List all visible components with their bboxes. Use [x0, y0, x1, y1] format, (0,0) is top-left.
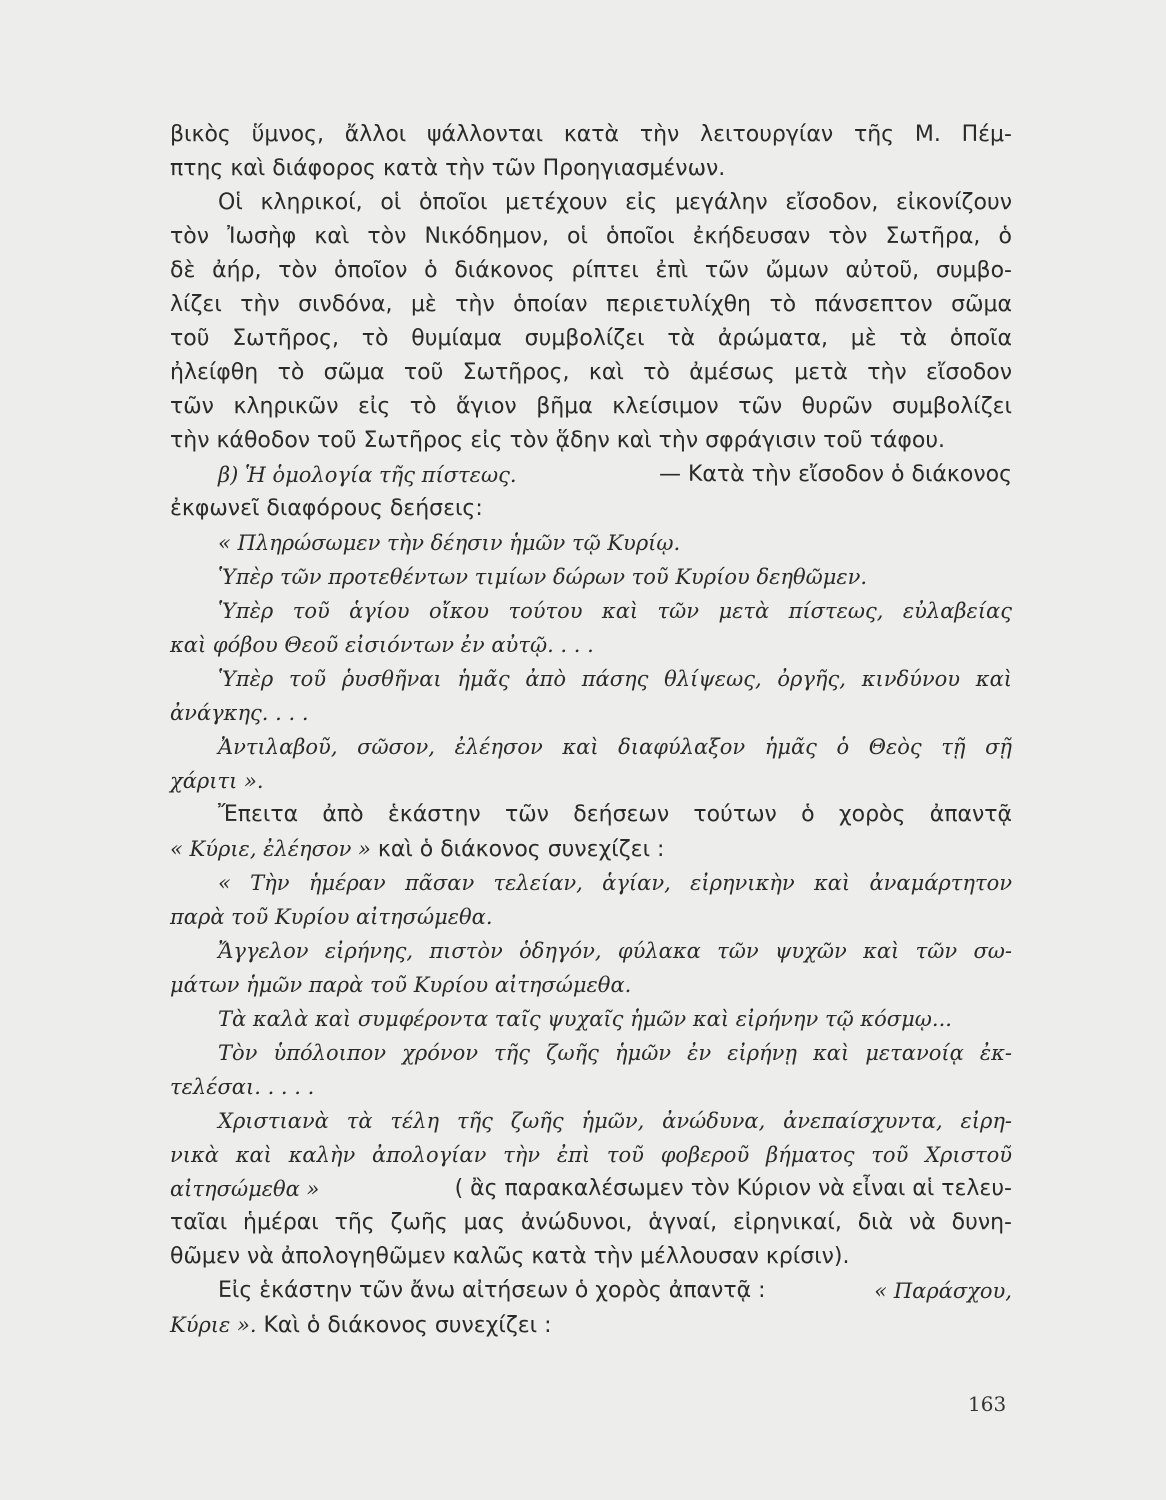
text-line: Κύριε ». Καὶ ὁ διάκονος συνεχίζει : — [170, 1313, 552, 1338]
text-line: θῶμεν νὰ ἀπολογηθῶμεν καλῶς κατὰ τὴν μέλλουσαν κρίσιν). — [170, 1244, 850, 1269]
litany-line: « Πληρώσωμεν τὴν δέησιν ἡμῶν τῷ Κυρίῳ. — [218, 531, 681, 555]
body-text — [170, 118, 1012, 1342]
text-line: τοῦ Σωτῆρος, τὸ θυμίαμα συμβολίζει τὰ ἀρώματα, μὲ τὰ ὁποῖα — [170, 326, 1012, 351]
text-line: ἠλείφθη τὸ σῶμα τοῦ Σωτῆρος, καὶ τὸ ἀμέσως μετὰ τὴν εἴσοδον — [170, 360, 1012, 385]
paragraph-start-line: Εἰς ἑκάστην τῶν ἄνω αἰτήσεων ὁ χορὸς ἀπαντᾷ : « Παράσχου, — [218, 1278, 1012, 1303]
litany-line: καὶ φόβου Θεοῦ εἰσιόντων ἐν αὐτῷ. . . . — [170, 633, 594, 657]
text-line: ἐκφωνεῖ διαφόρους δεήσεις: — [170, 496, 483, 521]
text-line: τὴν κάθοδον τοῦ Σωτῆρος εἰς τὸν ᾅδην καὶ τὴν σφράγισιν τοῦ τάφου. — [170, 428, 946, 453]
paragraph-start-line: Ἔπειτα ἀπὸ ἑκάστην τῶν δεήσεων τούτων ὁ χορὸς ἀπαντᾷ — [218, 802, 1012, 827]
page-number: 163 — [968, 1392, 1007, 1416]
litany-line: μάτων ἡμῶν παρὰ τοῦ Κυρίου αἰτησώμεθα. — [170, 973, 632, 997]
text-line: « Κύριε, ἐλέησον » καὶ ὁ διάκονος συνεχίζει : — [170, 837, 665, 862]
litany-line: Τὸν ὑπόλοιπον χρόνον τῆς ζωῆς ἡμῶν ἐν εἰρήνῃ καὶ μετανοίᾳ ἐκ- — [218, 1041, 1012, 1065]
text-line: ταῖαι ἡμέραι τῆς ζωῆς μας ἀνώδυνοι, ἁγναί, εἰρηνικαί, διὰ νὰ δυνη- — [170, 1210, 1012, 1235]
text-line: βικὸς ὕμνος, ἄλλοι ψάλλονται κατὰ τὴν λειτουργίαν τῆς Μ. Πέμ- — [170, 122, 1012, 147]
text-line: τὸν Ἰωσὴφ καὶ τὸν Νικόδημον, οἱ ὁποῖοι ἐκήδευσαν τὸν Σωτῆρα, ὁ — [170, 224, 1012, 249]
text-line: αἰτησώμεθα » ( ἂς παρακαλέσωμεν τὸν Κύριον νὰ εἶναι αἱ τελευ- — [170, 1176, 1012, 1201]
text-line: δὲ ἀήρ, τὸν ὁποῖον ὁ διάκονος ρίπτει ἐπὶ τῶν ὤμων αὐτοῦ, συμβο- — [170, 258, 1012, 283]
litany-line: Ὑπὲρ τοῦ ῥυσθῆναι ἡμᾶς ἀπὸ πάσης θλίψεως, ὀργῆς, κινδύνου καὶ — [218, 667, 1012, 691]
litany-line: Ἀντιλαβοῦ, σῶσον, ἐλέησον καὶ διαφύλαξον ἡμᾶς ὁ Θεὸς τῇ σῇ — [218, 735, 1012, 759]
litany-line: χάριτι ». — [170, 769, 264, 793]
litany-line: Ὑπὲρ τῶν προτεθέντων τιμίων δώρων τοῦ Κυρίου δεηθῶμεν. — [218, 565, 868, 589]
text-line: πτης καὶ διάφορος κατὰ τὴν τῶν Προηγιασμένων. — [170, 156, 726, 181]
litany-line: Ὑπὲρ τοῦ ἁγίου οἴκου τούτου καὶ τῶν μετὰ πίστεως, εὐλαβείας — [218, 599, 1012, 623]
section-heading: β) Ἡ ὁμολογία τῆς πίστεως. — [218, 463, 517, 487]
litany-line: « Τὴν ἡμέραν πᾶσαν τελείαν, ἁγίαν, εἰρηνικὴν καὶ ἀναμάρτητον — [218, 871, 1012, 895]
litany-line: ἀνάγκης. . . . — [170, 701, 309, 725]
litany-line: τελέσαι. . . . . — [170, 1075, 315, 1099]
text-line: λίζει τὴν σινδόνα, μὲ τὴν ὁποίαν περιετυλίχθη τὸ πάνσεπτον σῶμα — [170, 292, 1012, 317]
litany-line: Ἄγγελον εἰρήνης, πιστὸν ὁδηγόν, φύλακα τῶν ψυχῶν καὶ τῶν σω- — [218, 939, 1012, 963]
litany-line: νικὰ καὶ καλὴν ἀπολογίαν τὴν ἐπὶ τοῦ φοβεροῦ βήματος τοῦ Χριστοῦ — [170, 1143, 1012, 1167]
section-heading-line: β) Ἡ ὁμολογία τῆς πίστεως. — Κατὰ τὴν εἴσοδον ὁ διάκονος — [170, 458, 1012, 492]
litany-line: Χριστιανὰ τὰ τέλη τῆς ζωῆς ἡμῶν, ἀνώδυνα, ἀνεπαίσχυντα, εἰρη- — [218, 1109, 1012, 1133]
text-line: τῶν κληρικῶν εἰς τὸ ἅγιον βῆμα κλείσιμον τῶν θυρῶν συμβολίζει — [170, 394, 1012, 419]
paragraph-start-line: Οἱ κληρικοί, οἱ ὁποῖοι μετέχουν εἰς μεγάλην εἴσοδον, εἰκονίζουν — [218, 190, 1012, 215]
litany-line: παρὰ τοῦ Κυρίου αἰτησώμεθα. — [170, 905, 493, 929]
litany-line: Τὰ καλὰ καὶ συμφέροντα ταῖς ψυχαῖς ἡμῶν καὶ εἰρήνην τῷ κόσμῳ... — [218, 1007, 952, 1031]
